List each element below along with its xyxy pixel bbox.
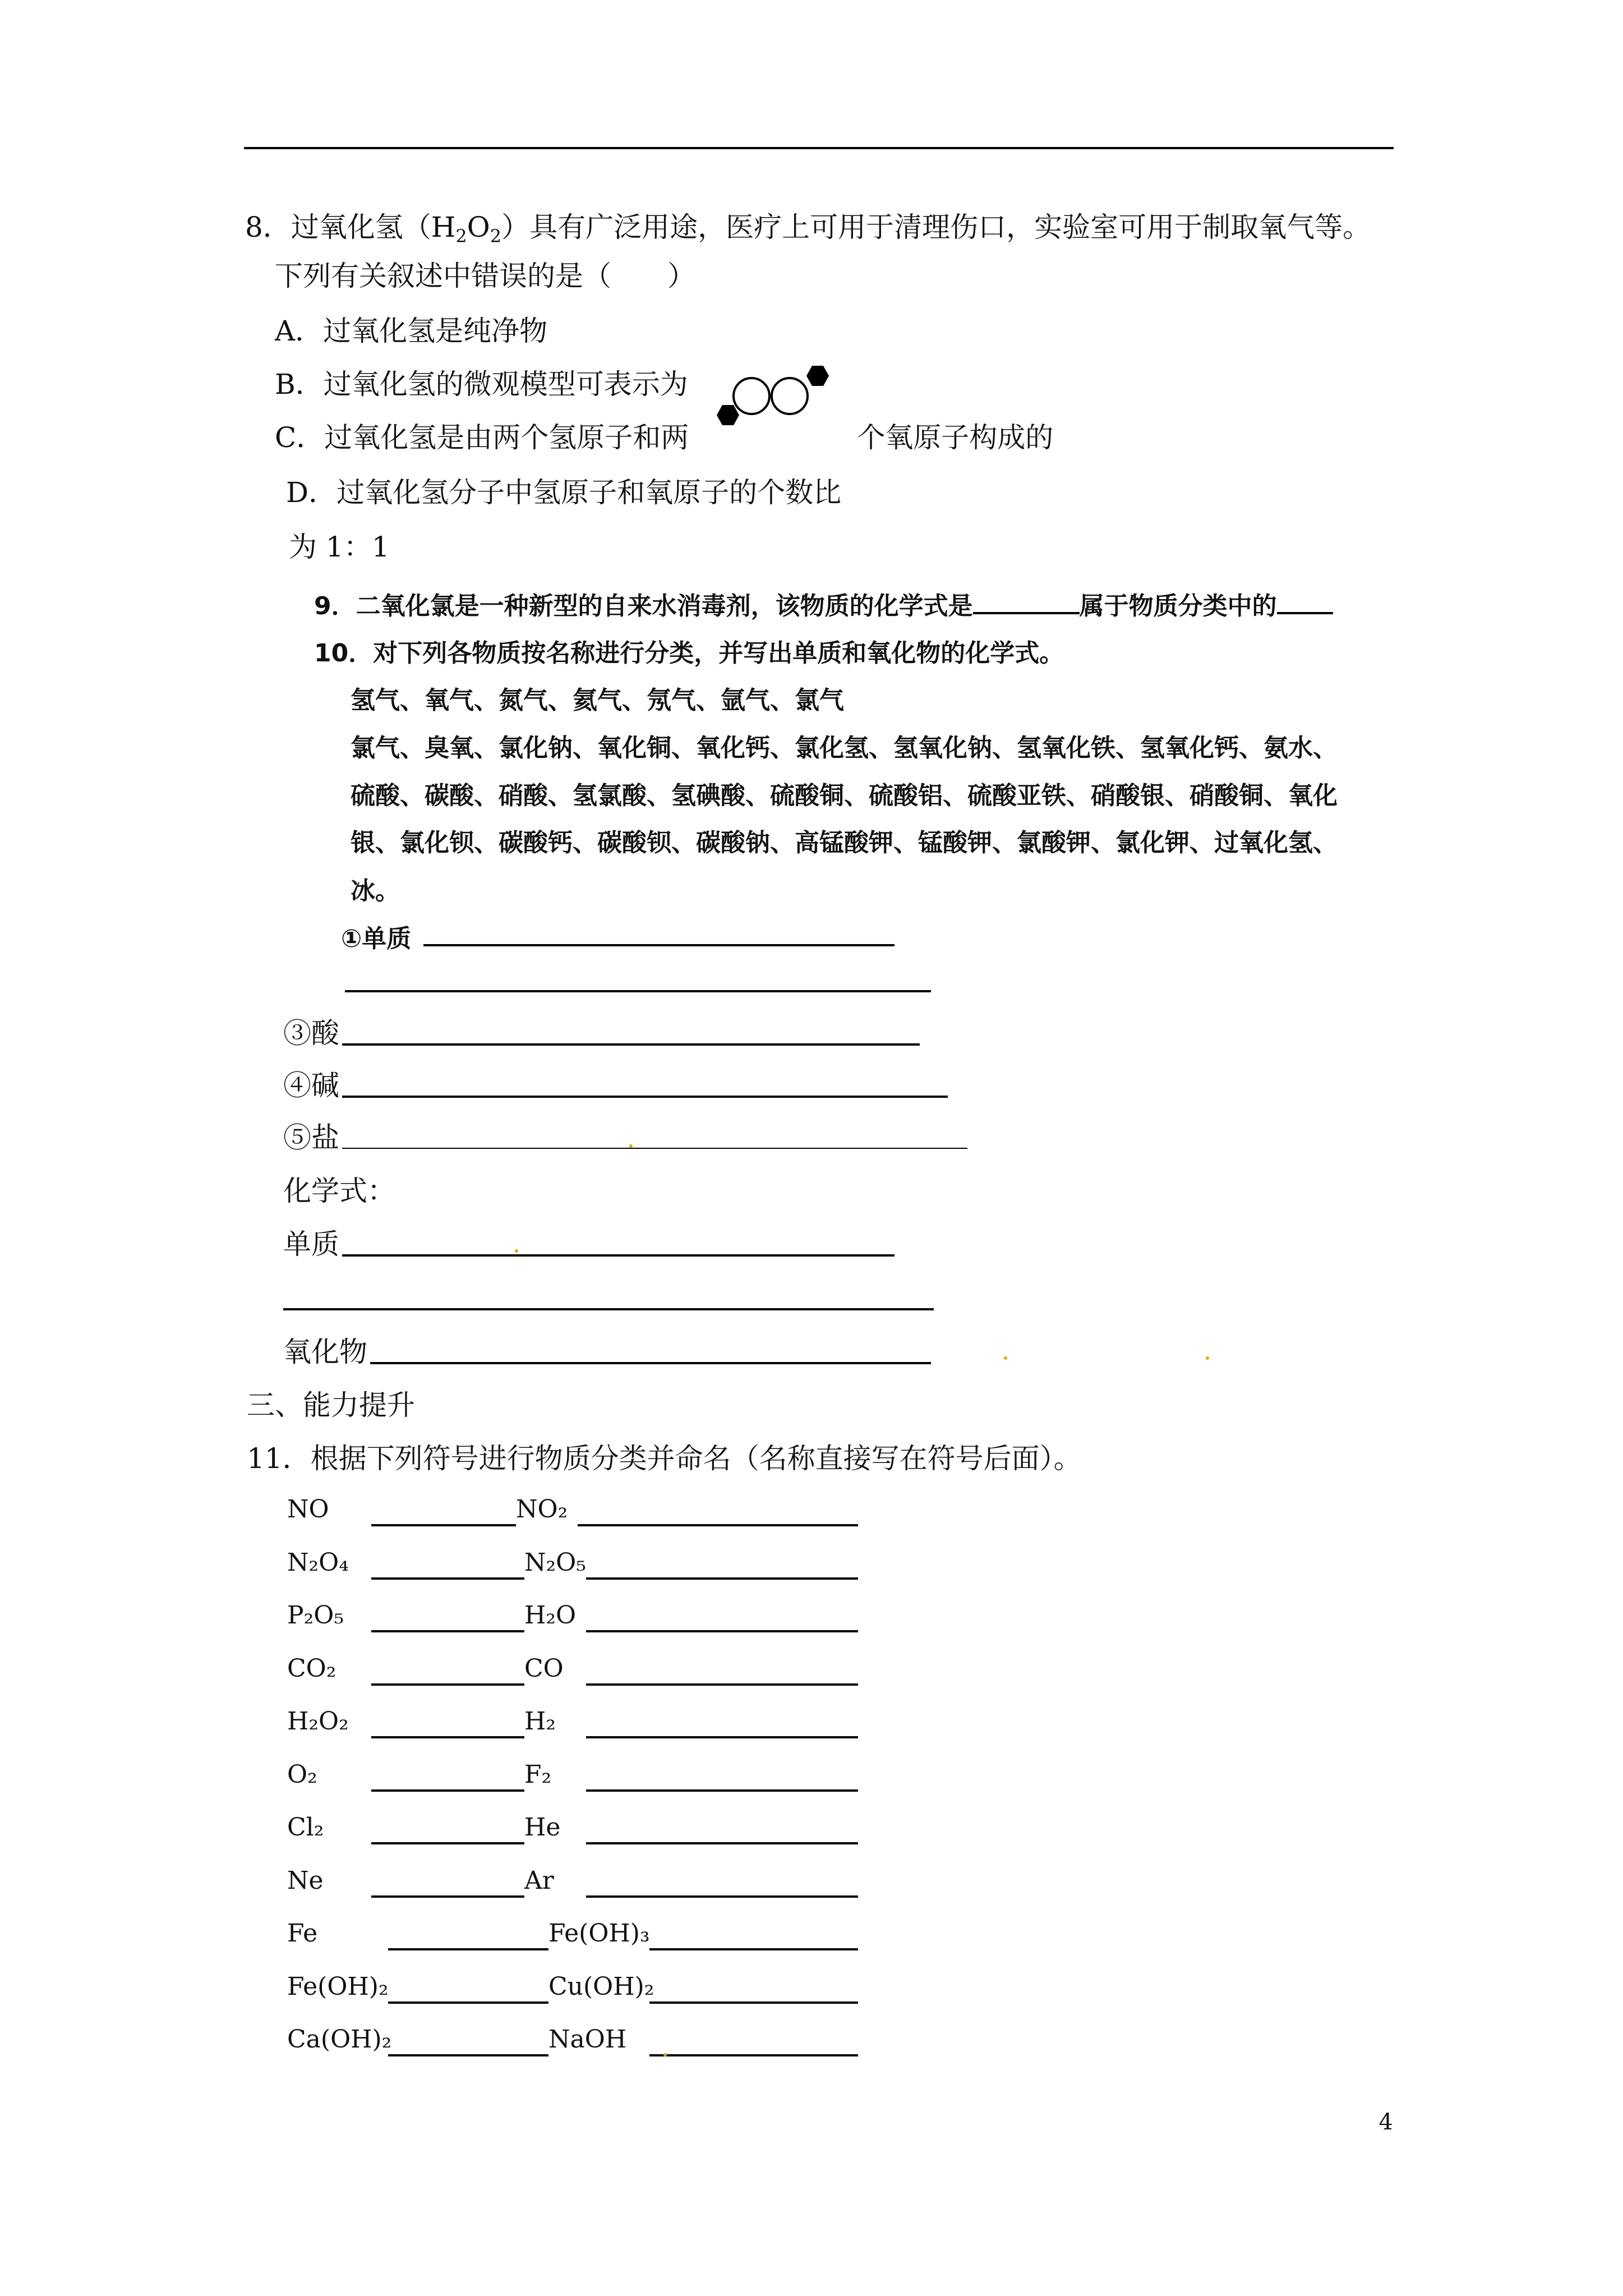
- q11-symbol: Fe(OH)₃: [548, 1919, 650, 1948]
- q11-symbol: He: [524, 1813, 561, 1842]
- q11-symbol: Ar: [524, 1866, 554, 1895]
- q10-row5: 冰。: [351, 877, 400, 905]
- q11-answer-blank[interactable]: [371, 1524, 516, 1526]
- q8-stem: 下列有关叙述中错误的是（ ）: [275, 260, 695, 292]
- scan-speck: [1004, 1356, 1007, 1360]
- q10-row1: 氢气、氧气、氮气、氦气、氖气、氩气、氯气: [351, 686, 844, 715]
- q10-oxide-blank[interactable]: [370, 1362, 931, 1364]
- oxygen-atom-left: [734, 378, 769, 414]
- q11-symbol: NaOH: [548, 2025, 627, 2054]
- q11-symbol: Cl₂: [287, 1813, 324, 1842]
- q11-symbol: CO: [524, 1654, 564, 1683]
- q11-answer-blank[interactable]: [649, 1948, 858, 1950]
- scan-speck: [663, 2053, 667, 2056]
- hydrogen-atom-right: [806, 366, 829, 386]
- q9-blank-formula[interactable]: [973, 585, 1080, 614]
- q11-answer-blank[interactable]: [371, 1683, 524, 1686]
- q10-danzhi-label: ①单质: [341, 924, 412, 953]
- q8-option-d: D．过氧化氢分子中氢原子和氧原子的个数比: [286, 476, 842, 509]
- q11-answer-blank[interactable]: [578, 1524, 858, 1526]
- q11-title: 11．根据下列符号进行物质分类并命名（名称直接写在符号后面）。: [247, 1442, 1082, 1475]
- q11-symbol: H₂: [524, 1707, 556, 1736]
- q11-answer-blank[interactable]: [371, 1842, 524, 1844]
- section-3-heading: 三、能力提升: [247, 1389, 415, 1421]
- q11-answer-blank[interactable]: [388, 2054, 548, 2056]
- q10-oxide-label: 氧化物: [283, 1336, 367, 1368]
- q11-answer-blank[interactable]: [371, 1630, 524, 1632]
- q11-answer-blank[interactable]: [371, 1736, 524, 1738]
- q11-answer-blank[interactable]: [371, 1577, 524, 1580]
- q11-symbol: Ne: [287, 1866, 324, 1895]
- q8-option-c: C．过氧化氢是由两个氢原子和两 个氧原子构成的: [275, 421, 1054, 454]
- oxygen-atom-right: [772, 378, 808, 414]
- q11-symbol: H₂O: [524, 1601, 577, 1630]
- q10-salt-label: ⑤盐: [283, 1121, 339, 1154]
- q11-answer-blank[interactable]: [586, 1895, 858, 1898]
- q11-answer-blank[interactable]: [388, 2001, 548, 2004]
- q11-answer-blank[interactable]: [586, 1630, 858, 1632]
- q8-option-d-cont: 为 1：1: [289, 531, 390, 563]
- q11-answer-blank[interactable]: [388, 1948, 548, 1950]
- q11-answer-blank[interactable]: [586, 1789, 858, 1792]
- q11-symbol: NO₂: [516, 1495, 568, 1524]
- q10-base-label: ④碱: [283, 1069, 339, 1102]
- q10-danzhi-blank[interactable]: [423, 944, 895, 946]
- q11-symbol: F₂: [524, 1760, 552, 1789]
- q11-symbol: Cu(OH)₂: [548, 1972, 654, 2001]
- q11-symbol: N₂O₄: [287, 1548, 349, 1577]
- page-number: 4: [1378, 2109, 1393, 2135]
- q10-formula-danzhi-label: 单质: [283, 1228, 339, 1260]
- q11-symbol: Fe(OH)₂: [287, 1972, 389, 2001]
- q9-blank-class[interactable]: [1277, 585, 1333, 614]
- scan-speck: [629, 1144, 633, 1148]
- q10-title: 10．对下列各物质按名称进行分类，并写出单质和氧化物的化学式。: [314, 639, 1064, 668]
- scan-speck: [515, 1249, 518, 1253]
- q10-formula-danzhi-blank[interactable]: [342, 1254, 895, 1257]
- q10-formula-label: 化学式：: [283, 1175, 395, 1207]
- q8-option-b: B．过氧化氢的微观模型可表示为: [275, 368, 688, 401]
- q11-answer-blank[interactable]: [371, 1895, 524, 1898]
- q10-acid-blank[interactable]: [342, 1043, 920, 1046]
- q11-answer-blank[interactable]: [649, 2054, 858, 2056]
- q8-option-a: A．过氧化氢是纯净物: [275, 315, 548, 347]
- q11-symbol: NO: [287, 1495, 329, 1524]
- q11-answer-blank[interactable]: [586, 1736, 858, 1738]
- q10-base-blank[interactable]: [342, 1096, 948, 1098]
- q10-danzhi-blank-2[interactable]: [345, 990, 931, 992]
- q11-symbol: H₂O₂: [287, 1707, 349, 1736]
- q10-salt-blank[interactable]: [342, 1148, 967, 1149]
- header-rule: [244, 147, 1394, 149]
- scan-speck: [1206, 1356, 1209, 1360]
- q11-answer-blank[interactable]: [586, 1683, 858, 1686]
- q9-text: 9．二氧化氯是一种新型的自来水消毒剂，该物质的化学式是 属于物质分类中的: [314, 585, 1333, 622]
- q11-answer-blank[interactable]: [649, 2001, 858, 2004]
- q10-row4: 银、氯化钡、碳酸钙、碳酸钡、碳酸钠、高锰酸钾、锰酸钾、氯酸钾、氯化钾、过氧化氢、: [351, 829, 1338, 857]
- q11-symbol: P₂O₅: [287, 1601, 344, 1630]
- q11-symbol: N₂O₅: [524, 1548, 586, 1577]
- q11-symbol: Ca(OH)₂: [287, 2025, 392, 2054]
- q10-row3: 硫酸、碳酸、硝酸、氢氯酸、氢碘酸、硫酸铜、硫酸铝、硫酸亚铁、硝酸银、硝酸铜、氧化: [351, 781, 1338, 810]
- q11-answer-blank[interactable]: [586, 1577, 858, 1580]
- q11-symbol: CO₂: [287, 1654, 336, 1683]
- q11-symbol: Fe: [287, 1919, 318, 1948]
- q8-line1: 8．过氧化氢$(H_2O_2)$具有广泛用途，医疗上可用于清理伤口，实验室可用于制取氧气等。: [245, 211, 1371, 247]
- q11-symbol: O₂: [287, 1760, 317, 1789]
- q11-answer-blank[interactable]: [371, 1789, 524, 1792]
- q10-acid-label: ③酸: [283, 1017, 339, 1050]
- q11-answer-blank[interactable]: [586, 1842, 858, 1844]
- q10-formula-danzhi-blank-2[interactable]: [283, 1308, 934, 1310]
- q10-row2: 氯气、臭氧、氯化钠、氧化铜、氧化钙、氯化氢、氢氧化钠、氢氧化铁、氢氧化钙、氨水、: [351, 734, 1338, 762]
